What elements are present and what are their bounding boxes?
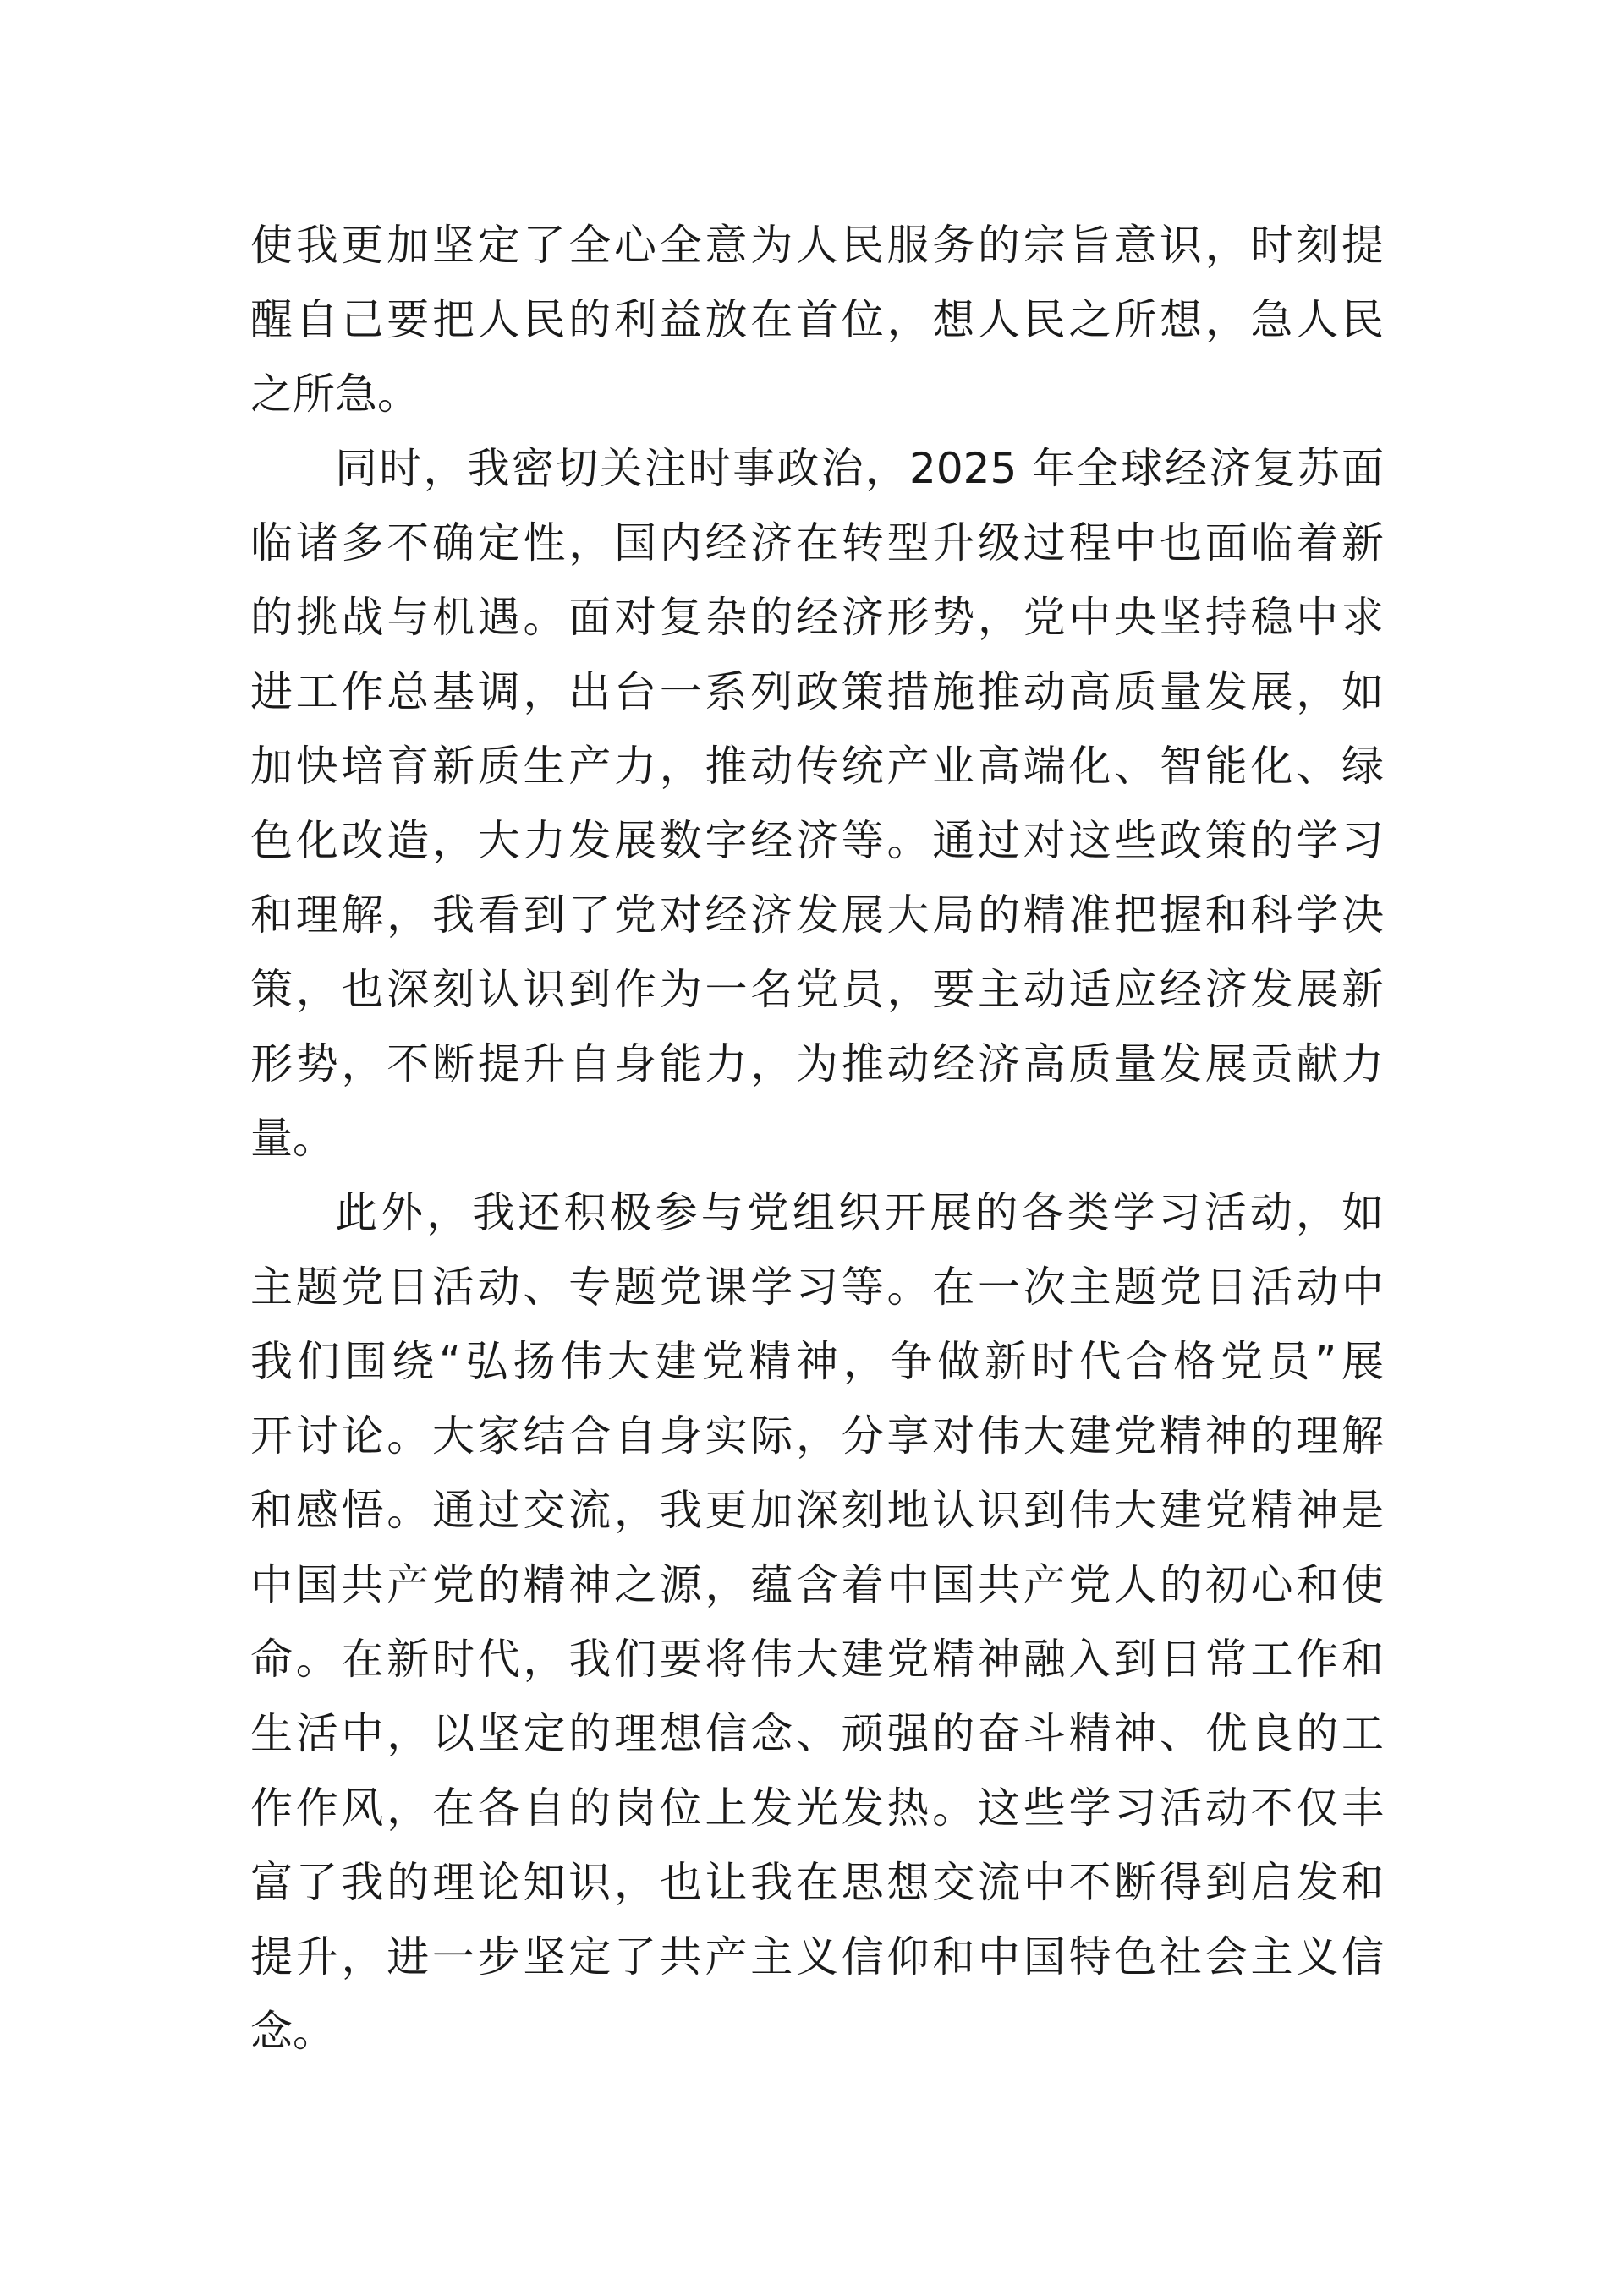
document-body xyxy=(250,208,1384,2069)
paragraph-3-line-6: 中国共产党的精神之源，蕴含着中国共产党人的初心和使 xyxy=(250,1560,1384,1609)
paragraph-1-line-2: 醒自己要把人民的利益放在首位，想人民之所想，急人民 xyxy=(250,295,1384,344)
paragraph-3-line-11: 提升，进一步坚定了共产主义信仰和中国特色社会主义信 xyxy=(250,1932,1384,1981)
paragraph-3-line-3: 我们围绕“弘扬伟大建党精神，争做新时代合格党员”展 xyxy=(250,1337,1384,1386)
paragraph-2-line-7: 和理解，我看到了党对经济发展大局的精准把握和科学决 xyxy=(250,890,1384,940)
paragraph-3-line-1: 此外，我还积极参与党组织开展的各类学习活动，如 xyxy=(335,1188,1384,1237)
paragraph-2-line-9: 形势，不断提升自身能力，为推动经济高质量发展贡献力 xyxy=(250,1039,1384,1088)
paragraph-2-line-2: 临诸多不确定性，国内经济在转型升级过程中也面临着新 xyxy=(250,518,1384,567)
paragraph-3-line-9: 作作风，在各自的岗位上发光发热。这些学习活动不仅丰 xyxy=(250,1784,1384,1833)
paragraph-3-line-7: 命。在新时代，我们要将伟大建党精神融入到日常工作和 xyxy=(250,1635,1384,1684)
paragraph-2-line-5: 加快培育新质生产力，推动传统产业高端化、智能化、绿 xyxy=(250,742,1384,791)
paragraph-1-line-1: 使我更加坚定了全心全意为人民服务的宗旨意识，时刻提 xyxy=(250,221,1384,270)
paragraph-3-line-10: 富了我的理论知识，也让我在思想交流中不断得到启发和 xyxy=(250,1858,1384,1907)
paragraph-2-line-8: 策，也深刻认识到作为一名党员，要主动适应经济发展新 xyxy=(250,965,1384,1014)
paragraph-1-line-3: 之所急。 xyxy=(250,370,420,419)
paragraph-2-line-6: 色化改造，大力发展数字经济等。通过对这些政策的学习 xyxy=(250,816,1384,865)
paragraph-3-line-12: 念。 xyxy=(250,2007,335,2056)
paragraph-3-line-4: 开讨论。大家结合自身实际，分享对伟大建党精神的理解 xyxy=(250,1411,1384,1460)
paragraph-3-line-5: 和感悟。通过交流，我更加深刻地认识到伟大建党精神是 xyxy=(250,1486,1384,1535)
paragraph-3-line-2: 主题党日活动、专题党课学习等。在一次主题党日活动中 xyxy=(250,1263,1384,1312)
paragraph-2-line-10: 量。 xyxy=(250,1114,335,1163)
paragraph-2-line-3: 的挑战与机遇。面对复杂的经济形势，党中央坚持稳中求 xyxy=(250,593,1384,642)
paragraph-2-line-4: 进工作总基调，出台一系列政策措施推动高质量发展，如 xyxy=(250,667,1384,716)
paragraph-3-line-8: 生活中，以坚定的理想信念、顽强的奋斗精神、优良的工 xyxy=(250,1709,1384,1758)
paragraph-2-line-1: 同时，我密切关注时事政治，2025 年全球经济复苏面 xyxy=(335,444,1384,493)
